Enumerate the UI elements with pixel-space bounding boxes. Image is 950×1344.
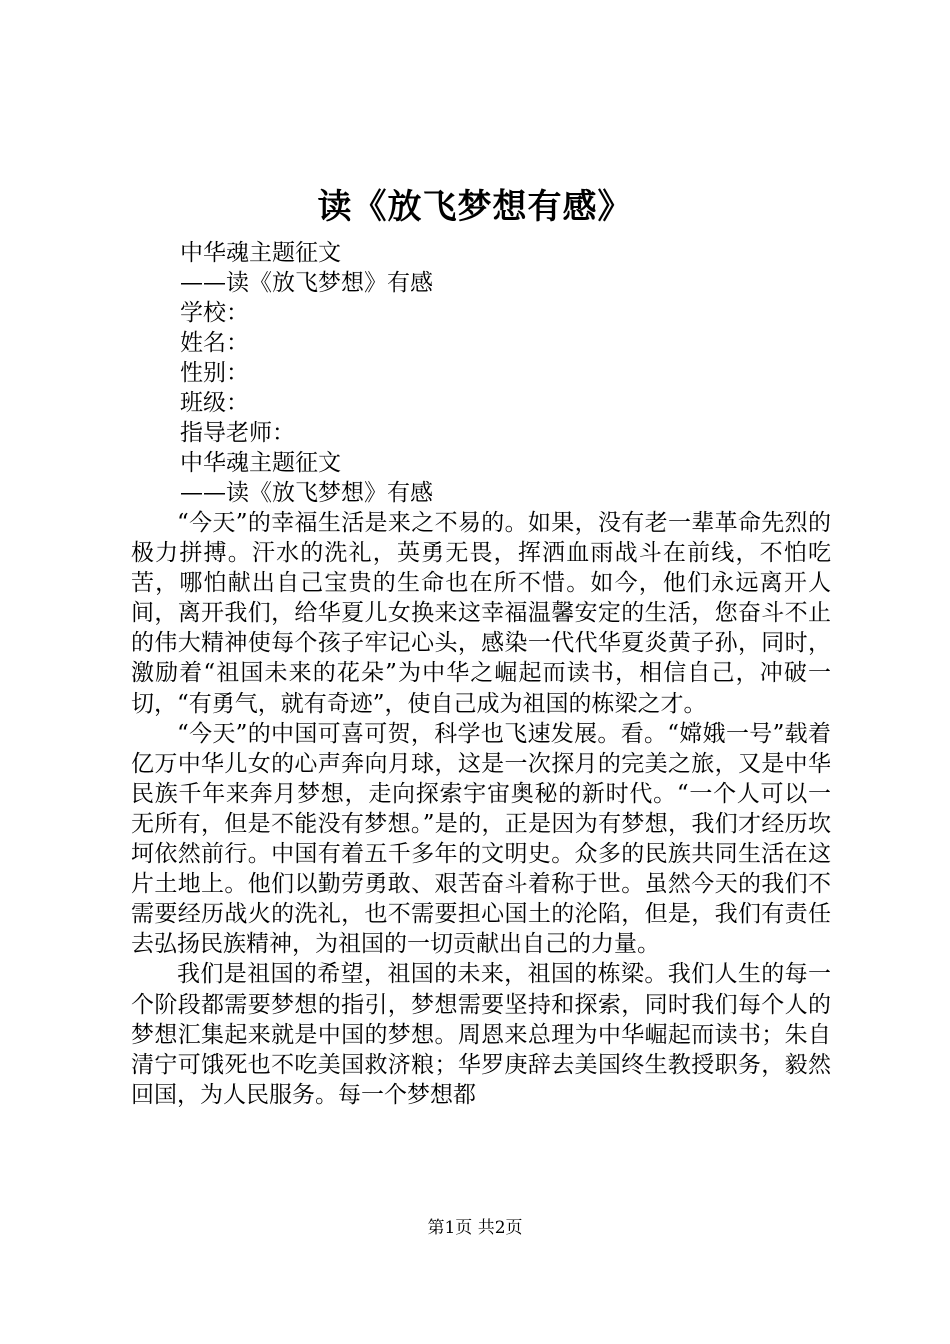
header-line-teacher: 指导老师： [180,420,295,446]
document-title: 读《放飞梦想有感》 [317,187,633,227]
page-footer: 第1页 共2页 [427,1218,523,1238]
header-line-school: 学校： [180,300,249,326]
header-lines [180,238,830,508]
header-line-name: 姓名： [180,330,249,356]
paragraph-1: “今天”的幸福生活是来之不易的。如果，没有老一辈革命先烈的极力拼搏。汗水的洗礼，英勇无畏，挥洒血雨战斗在前线，不怕吃苦，哪怕献出自己宝贵的生命也在所不惜。如今，他们永远离开人间，离开我们，给华夏儿女换来这幸福温馨安定的生活，您奋斗不止的伟大精神使每个孩子牢记心头，感染一代代华夏炎黄子孙，同时，激励着“祖国未来的花朵”为中华之崛起而读书，相信自己，冲破一切，“有勇气，就有奇迹”，使自己成为祖国的栋梁之才。 [131,510,831,717]
header-line-class: 班级： [180,390,249,416]
header-line-subtitle-repeat: ——读《放飞梦想》有感 [180,480,433,506]
body-text [131,508,831,1110]
paragraph-3: 我们是祖国的希望，祖国的未来，祖国的栋梁。我们人生的每一个阶段都需要梦想的指引，梦想需要坚持和探索，同时我们每个人的梦想汇集起来就是中国的梦想。周恩来总理为中华崛起而读书；朱自清宁可饿死也不吃美国救济粮；华罗庚辞去美国终生教授职务，毅然回国，为人民服务。每一个梦想都 [131,961,831,1108]
header-line-gender: 性别： [180,360,249,386]
header-line-essay-type-repeat: 中华魂主题征文 [180,450,341,476]
paragraph-2: “今天”的中国可喜可贺，科学也飞速发展。看。“嫦娥一号”载着亿万中华儿女的心声奔向月球，这是一次探月的完美之旅，又是中华民族千年来奔月梦想，走向探索宇宙奥秘的新时代。“一个人可以一无所有，但是不能没有梦想。”是的，正是因为有梦想，我们才经历坎坷依然前行。中国有着五千多年的文明史。众多的民族共同生活在这片土地上。他们以勤劳勇敢、艰苦奋斗着称于世。虽然今天的我们不需要经历战火的洗礼，也不需要担心国土的沦陷，但是，我们有责任去弘扬民族精神，为祖国的一切贡献出自己的力量。 [131,720,831,958]
header-line-essay-type: 中华魂主题征文 [180,240,341,266]
header-line-subtitle: ——读《放飞梦想》有感 [180,270,433,296]
